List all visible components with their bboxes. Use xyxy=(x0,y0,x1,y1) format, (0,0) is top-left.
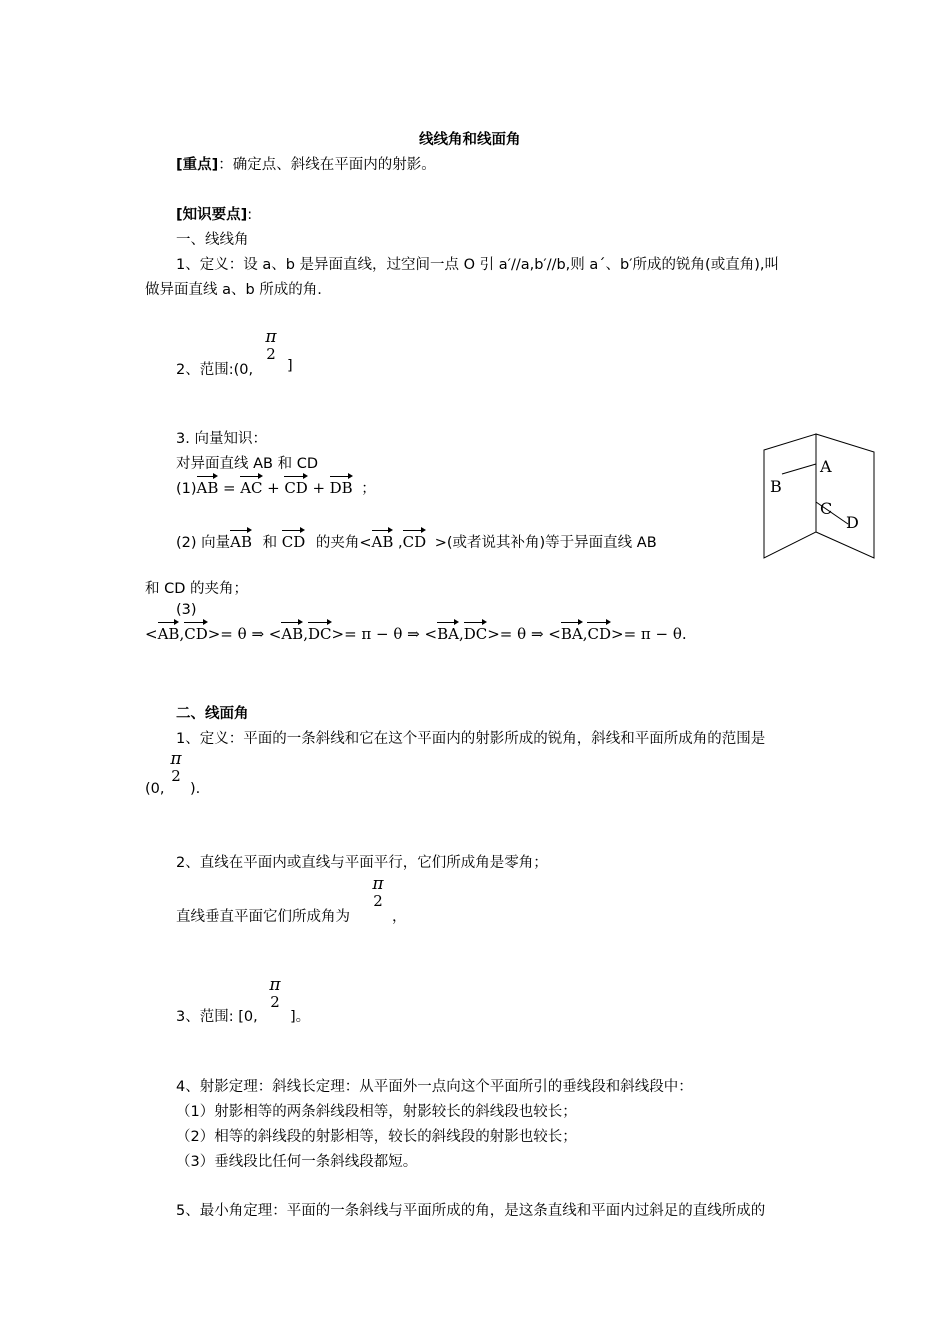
page-title: 线线角和线面角 xyxy=(419,132,521,148)
section1-definition-line2: 做异面直线 a、b 所成的角. xyxy=(145,282,322,298)
section2-definition-close: ). xyxy=(190,781,201,797)
section1-definition-line1: 1、定义：设 a、b 是异面直线，过空间一点 O 引 a′//a,b′//b,则 a´、b′所成的锐角(或直角),叫 xyxy=(176,257,779,273)
section1-range-prefix: 2、范围:(0, xyxy=(176,362,254,378)
pi-over-two-fraction: π 2 xyxy=(269,975,281,1011)
pi-over-two-fraction: π 2 xyxy=(170,749,182,785)
projection-item: （2）相等的斜线段的射影相等，较长的斜线段的射影也较长； xyxy=(176,1129,577,1145)
vector-ab: AB xyxy=(230,527,252,551)
section2-heading: 二、线面角 xyxy=(176,706,249,722)
section2-range-prefix: 3、范围: [0, xyxy=(176,1009,258,1025)
vector-cd: CD xyxy=(282,527,306,551)
section2-definition-line1: 1、定义：平面的一条斜线和它在这个平面内的射影所成的锐角，斜线和平面所成角的范围是 xyxy=(176,731,766,747)
vector-equation: (1)AB = AC + CD + DB ； xyxy=(176,473,376,498)
projection-theorem-heading: 4、射影定理：斜线长定理：从平面外一点向这个平面所引的垂线段和斜线段中： xyxy=(176,1079,693,1095)
figure-label-a: A xyxy=(820,457,832,476)
figure-label-c: C xyxy=(820,499,833,518)
key-point xyxy=(176,153,436,174)
key-point-label: [重点] xyxy=(176,157,219,173)
section2-item2-line1: 2、直线在平面内或直线与平面平行，它们所成角是零角； xyxy=(176,855,548,871)
section1-heading: 一、线线角 xyxy=(176,232,249,248)
vector-db: DB xyxy=(330,473,353,497)
section2-range-suffix: ]。 xyxy=(290,1009,311,1025)
section1-range-suffix: ] xyxy=(287,358,293,374)
figure-label-b: B xyxy=(770,477,782,496)
knowledge-heading xyxy=(176,203,252,224)
section2-item2-line2-prefix: 直线垂直平面它们所成角为 xyxy=(176,909,350,925)
vector-ab: AB xyxy=(197,473,219,497)
vector-item3-formula: <AB,CD>= θ ⇒ <AB,DC>= π − θ ⇒ <BA,DC>= θ ⇒ <BA,CD>= π − θ. xyxy=(145,619,687,643)
dihedral-figure-svg xyxy=(760,432,878,560)
projection-item: （3）垂线段比任何一条斜线段都短。 xyxy=(176,1154,418,1170)
vector-item2-line2: 和 CD 的夹角； xyxy=(145,581,249,597)
section2-item2-line2-suffix: ， xyxy=(392,909,407,925)
figure-label-d: D xyxy=(846,513,859,532)
section2-definition-open: (0, xyxy=(145,781,165,797)
min-angle-theorem: 5、最小角定理：平面的一条斜线与平面所成的角，是这条直线和平面内过斜足的直线所成的 xyxy=(176,1203,766,1219)
vector-ab: AB xyxy=(372,527,394,551)
dihedral-figure xyxy=(760,432,878,560)
vector-heading: 3. 向量知识： xyxy=(176,431,267,447)
projection-item: （1）射影相等的两条斜线段相等，射影较长的斜线段也较长； xyxy=(176,1104,577,1120)
pi-over-two-fraction: π 2 xyxy=(372,874,384,910)
key-point-text: ：确定点、斜线在平面内的射影。 xyxy=(218,157,436,173)
knowledge-label: [知识要点] xyxy=(176,207,248,223)
vector-ac: AC xyxy=(240,473,262,497)
vector-cd: CD xyxy=(284,473,308,497)
vector-item2: (2) 向量AB 和 CD 的夹角<AB ,CD >(或者说其补角)等于异面直线 AB xyxy=(176,527,657,552)
vector-item3-label: (3) xyxy=(176,602,197,618)
vector-cd: CD xyxy=(403,527,427,551)
vector-line1: 对异面直线 AB 和 CD xyxy=(176,456,318,472)
pi-over-two-fraction: π 2 xyxy=(265,327,277,363)
knowledge-colon: : xyxy=(247,207,253,223)
